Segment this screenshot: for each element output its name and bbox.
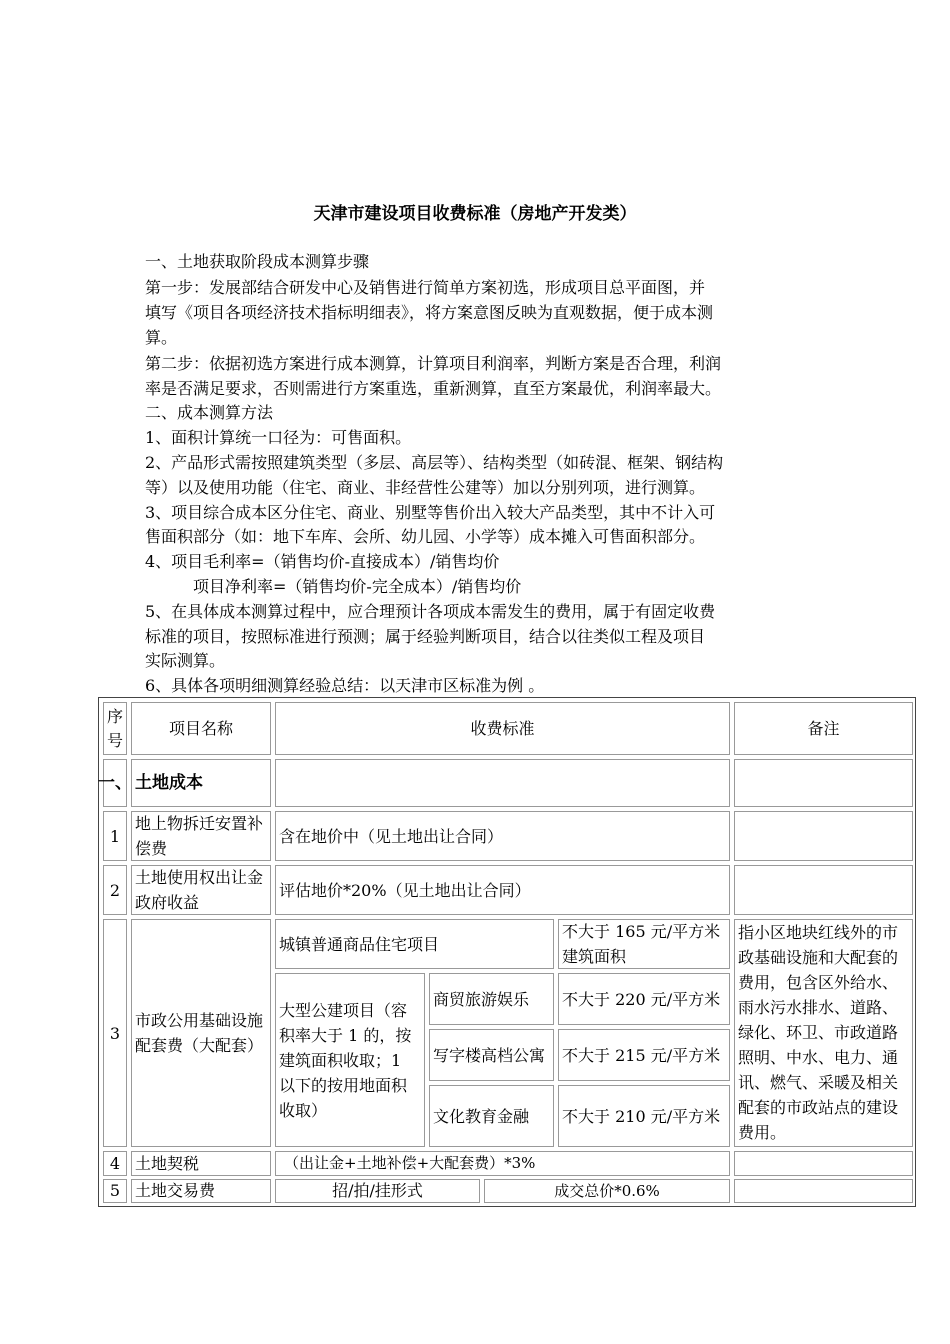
row5-standard: 成交总价*0.6% [484, 1179, 730, 1203]
method-3-line2: 售面积部分（如：地下车库、会所、幼儿园、小学等）成本摊入可售面积部分。 [145, 527, 706, 546]
row3-public-type: 大型公建项目（容积率大于 1 的，按建筑面积收取；1 以下的按用地面积收取） [275, 973, 425, 1147]
row3-sub2: 写字楼高档公寓 [429, 1029, 554, 1081]
row4-no: 4 [103, 1151, 127, 1176]
row1-name: 地上物拆迁安置补偿费 [131, 811, 271, 861]
row3-residential-price: 不大于 165 元/平方米建筑面积 [558, 919, 730, 969]
method-5-line3: 实际测算。 [145, 651, 226, 670]
row3-remark: 指小区地块红线外的市政基础设施和大配套的费用，包含区外给水、雨水污水排水、道路、绿化、环卫、市政道路照明、中水、电力、通讯、燃气、采暖及相关配套的市政站点的建设费用。 [734, 919, 913, 1147]
method-4-line1: 4、项目毛利率=（销售均价-直接成本）/销售均价 [145, 552, 500, 571]
step2-line1: 第二步：依据初选方案进行成本测算，计算项目利润率，判断方案是否合理，利润 [145, 354, 722, 373]
method-6: 6、具体各项明细测算经验总结：以天津市区标准为例 。 [145, 676, 545, 695]
row2-no: 2 [103, 865, 127, 915]
section-remark [734, 759, 913, 807]
row1-remark [734, 811, 913, 861]
method-5-line2: 标准的项目，按照标准进行预测；属于经验判断项目，结合以往类似工程及项目 [145, 627, 706, 646]
row3-sub2-price: 不大于 215 元/平方米 [558, 1029, 730, 1081]
page-title: 天津市建设项目收费标准（房地产开发类） [313, 204, 637, 224]
header-no: 序号 [103, 702, 127, 755]
row5-method: 招/拍/挂形式 [275, 1179, 480, 1203]
row3-sub3: 文化教育金融 [429, 1085, 554, 1147]
row3-residential-type: 城镇普通商品住宅项目 [275, 919, 554, 969]
row4-remark [734, 1151, 913, 1176]
row3-sub1: 商贸旅游娱乐 [429, 973, 554, 1025]
header-name: 项目名称 [131, 702, 271, 755]
row3-no: 3 [103, 919, 127, 1147]
row2-name: 土地使用权出让金政府收益 [131, 865, 271, 915]
method-4-line2: 项目净利率=（销售均价-完全成本）/销售均价 [193, 577, 522, 596]
method-5-line1: 5、在具体成本测算过程中，应合理预计各项成本需发生的费用，属于有固定收费 [145, 602, 716, 621]
row1-no: 1 [103, 811, 127, 861]
row2-standard: 评估地价*20%（见土地出让合同） [275, 865, 730, 915]
row1-standard: 含在地价中（见土地出让合同） [275, 811, 730, 861]
header-standard: 收费标准 [275, 702, 730, 755]
section-heading-2: 二、成本测算方法 [145, 403, 274, 422]
step1-line3: 算。 [145, 328, 178, 347]
method-2-line2: 等）以及使用功能（住宅、商业、非经营性公建等）加以分别列项，进行测算。 [145, 478, 706, 497]
section-heading-1: 一、土地获取阶段成本测算步骤 [145, 252, 370, 271]
row4-standard: （出让金+土地补偿+大配套费）*3% [275, 1151, 730, 1176]
row5-no: 5 [103, 1179, 127, 1203]
method-2-line1: 2、产品形式需按照建筑类型（多层、高层等）、结构类型（如砖混、框架、钢结构 [145, 453, 724, 472]
section-name: 土地成本 [131, 759, 271, 807]
row5-name: 土地交易费 [131, 1179, 271, 1203]
section-no: 一、 [103, 759, 127, 807]
row4-name: 土地契税 [131, 1151, 271, 1176]
fee-table [98, 697, 916, 1207]
row3-sub3-price: 不大于 210 元/平方米 [558, 1085, 730, 1147]
method-3-line1: 3、项目综合成本区分住宅、商业、别墅等售价出入较大产品类型，其中不计入可 [145, 503, 716, 522]
row3-sub1-price: 不大于 220 元/平方米 [558, 973, 730, 1025]
row5-remark [734, 1179, 913, 1203]
step1-line1: 第一步：发展部结合研发中心及销售进行简单方案初选，形成项目总平面图，并 [145, 278, 706, 297]
method-1: 1、面积计算统一口径为：可售面积。 [145, 428, 412, 447]
row2-remark [734, 865, 913, 915]
section-standard [275, 759, 730, 807]
header-remark: 备注 [734, 702, 913, 755]
step1-line2: 填写《项目各项经济技术指标明细表》，将方案意图反映为直观数据，便于成本测 [145, 303, 714, 322]
row3-name: 市政公用基础设施配套费（大配套） [131, 919, 271, 1147]
step2-line2: 率是否满足要求，否则需进行方案重选，重新测算，直至方案最优，利润率最大。 [145, 379, 722, 398]
